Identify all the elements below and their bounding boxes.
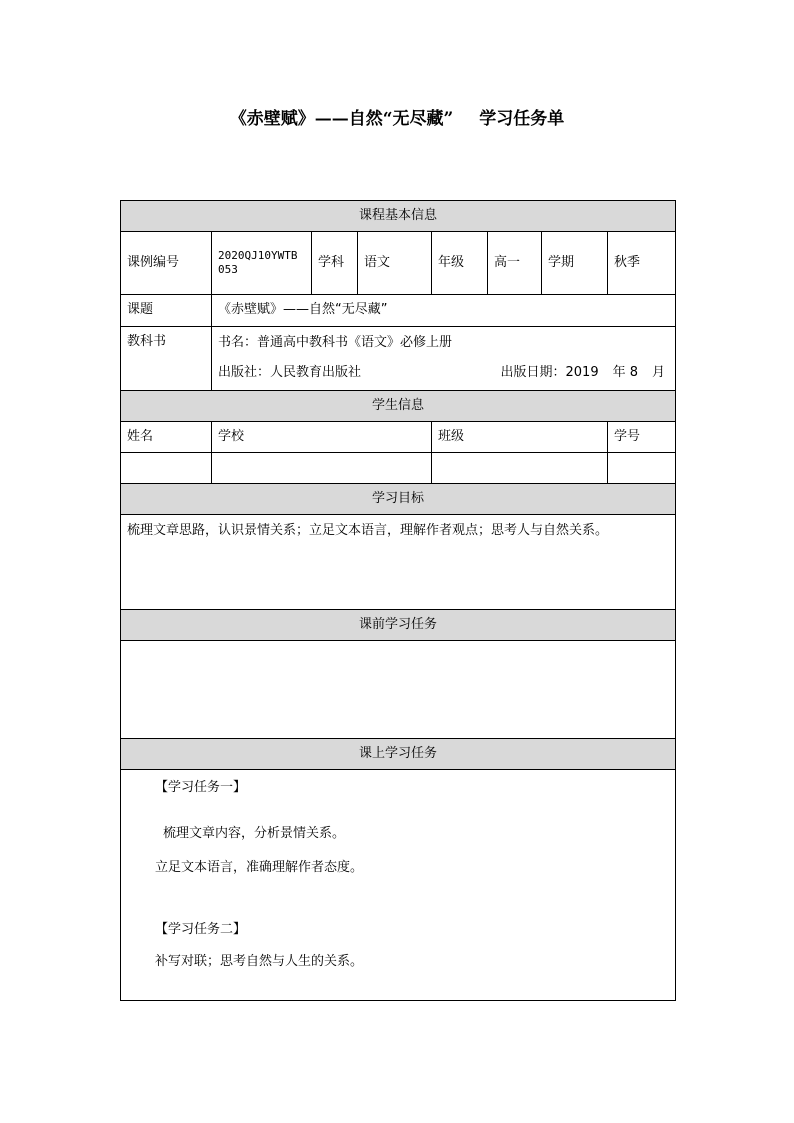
section-student-info: 学生信息	[121, 391, 676, 422]
code-value-line2: 053	[218, 263, 238, 276]
section-in-class-tasks: 课上学习任务	[121, 739, 676, 770]
name-label: 姓名	[121, 422, 212, 453]
pub-month-unit: 月	[652, 365, 666, 381]
code-label: 课例编号	[121, 232, 212, 295]
title-sub: 学习任务单	[479, 109, 565, 129]
subject-value: 语文	[358, 232, 432, 295]
topic-label: 课题	[121, 295, 212, 327]
code-value	[212, 232, 312, 295]
section-pre-class-tasks: 课前学习任务	[121, 610, 676, 641]
grade-value: 高一	[488, 232, 542, 295]
class-label: 班级	[432, 422, 608, 453]
task2-heading: 【学习任务二】	[155, 922, 247, 937]
publisher: 出版社：人民教育出版社	[218, 365, 362, 381]
code-value-line1: 2020QJ10YWTB	[218, 249, 298, 263]
task2-line1: 补写对联；思考自然与人生的关系。	[155, 954, 364, 969]
term-value: 秋季	[608, 232, 676, 295]
goals-text: 梳理文章思路，认识景情关系；立足文本语言，理解作者观点；思考人与自然关系。	[121, 515, 676, 610]
textbook-info	[212, 327, 676, 391]
grade-label: 年级	[432, 232, 488, 295]
title-main: 《赤壁赋》——自然“无尽藏”	[229, 109, 454, 129]
page-title	[0, 104, 794, 129]
student-id-field[interactable]	[608, 453, 676, 484]
school-field[interactable]	[212, 453, 432, 484]
pub-date-label: 出版日期：2019	[500, 365, 599, 381]
section-goals: 学习目标	[121, 484, 676, 515]
pub-year-unit: 年 8	[612, 365, 638, 381]
pre-class-tasks-area[interactable]	[121, 641, 676, 739]
class-field[interactable]	[432, 453, 608, 484]
subject-label: 学科	[312, 232, 358, 295]
task1-line1: 梳理文章内容，分析景情关系。	[163, 826, 346, 841]
name-field[interactable]	[121, 453, 212, 484]
term-label: 学期	[542, 232, 608, 295]
student-id-label: 学号	[608, 422, 676, 453]
book-name: 书名：普通高中教科书《语文》必修上册	[218, 335, 453, 351]
textbook-label: 教科书	[121, 327, 212, 391]
publish-date	[501, 365, 666, 381]
task1-heading: 【学习任务一】	[155, 780, 247, 795]
task-sheet-table	[120, 200, 676, 1001]
task1-line2: 立足文本语言，准确理解作者态度。	[155, 860, 364, 875]
topic-value: 《赤壁赋》——自然“无尽藏”	[212, 295, 676, 327]
school-label: 学校	[212, 422, 432, 453]
section-basic-info: 课程基本信息	[121, 201, 676, 232]
book-name-line	[218, 329, 669, 359]
in-class-tasks-area	[121, 770, 676, 1001]
publisher-line	[218, 359, 669, 389]
